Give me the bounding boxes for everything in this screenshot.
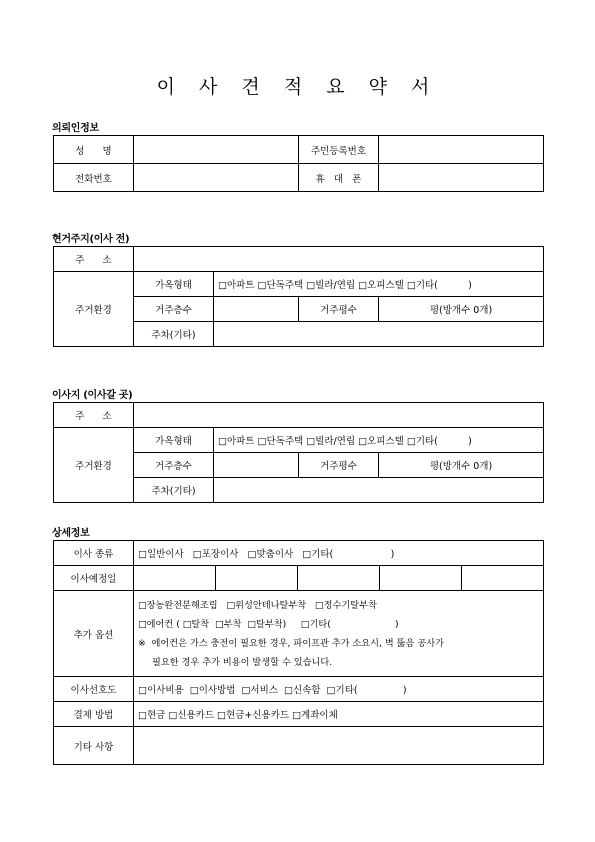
options-line-2[interactable]: □에어컨 ( □탈착 □부착 □탈부착) □기타( ) <box>138 618 399 630</box>
dest-parking-field[interactable] <box>214 478 544 503</box>
rrn-label: 주민등록번호 <box>299 136 379 164</box>
current-area-value[interactable]: 평(방개수 0개) <box>379 297 544 322</box>
destination-table <box>53 402 544 503</box>
options-label: 추가 옵션 <box>54 591 134 677</box>
options-note-2: 필요한 경우 추가 비용이 발생할 수 있습니다. <box>152 656 333 668</box>
phone-field[interactable] <box>134 164 299 192</box>
name-field[interactable] <box>134 136 299 164</box>
options-line-1[interactable]: □장농완전분해조립 □위성안테나탈부착 □정수기탈부착 <box>138 599 377 611</box>
current-floor-label: 거주층수 <box>134 297 214 322</box>
move-date-field-3[interactable] <box>298 566 380 591</box>
move-type-options[interactable]: □일반이사 □포장이사 □맞춤이사 □기타( ) <box>134 541 544 566</box>
mobile-label: 휴 대 폰 <box>299 164 379 192</box>
current-residence-table <box>53 246 544 347</box>
rrn-field[interactable] <box>379 136 544 164</box>
move-type-label: 이사 종류 <box>54 541 134 566</box>
current-housing-options[interactable]: □아파트 □단독주택 □빌라/연립 □오피스텔 □기타( ) <box>214 272 544 297</box>
section-heading-client: 의뢰인정보 <box>52 123 99 134</box>
current-parking-field[interactable] <box>214 322 544 347</box>
detail-info-table <box>53 540 544 765</box>
move-date-field-4[interactable] <box>380 566 462 591</box>
options-cell[interactable] <box>134 591 544 677</box>
move-date-label: 이사예정일 <box>54 566 134 591</box>
current-housing-type-label: 가옥형태 <box>134 272 214 297</box>
other-field[interactable] <box>134 727 544 765</box>
move-date-field-5[interactable] <box>462 566 544 591</box>
move-date-field-2[interactable] <box>216 566 298 591</box>
payment-label: 결제 방법 <box>54 702 134 727</box>
move-date-field-1[interactable] <box>134 566 216 591</box>
current-parking-label: 주차(기타) <box>134 322 214 347</box>
section-heading-current: 현거주지(이사 전) <box>52 234 130 245</box>
dest-floor-label: 거주층수 <box>134 453 214 478</box>
dest-address-label: 주 소 <box>54 403 134 428</box>
other-label: 기타 사항 <box>54 727 134 765</box>
current-residence-label: 주거환경 <box>54 272 134 347</box>
document-title: 이 사 견 적 요 약 서 <box>156 76 439 98</box>
current-area-label: 거주평수 <box>299 297 379 322</box>
name-label: 성 명 <box>54 136 134 164</box>
client-info-table <box>53 135 544 192</box>
dest-housing-type-label: 가옥형태 <box>134 428 214 453</box>
dest-area-value[interactable]: 평(방개수 0개) <box>379 453 544 478</box>
dest-floor-field[interactable] <box>214 453 299 478</box>
section-heading-destination: 이사지 (이사갈 곳) <box>52 390 133 401</box>
preference-options[interactable]: □이사비용 □이사방법 □서비스 □신속함 □기타( ) <box>134 677 544 702</box>
phone-label: 전화번호 <box>54 164 134 192</box>
dest-housing-options[interactable]: □아파트 □단독주택 □빌라/연립 □오피스텔 □기타( ) <box>214 428 544 453</box>
current-floor-field[interactable] <box>214 297 299 322</box>
payment-options[interactable]: □현금 □신용카드 □현금+신용카드 □계좌이체 <box>134 702 544 727</box>
dest-area-label: 거주평수 <box>299 453 379 478</box>
mobile-field[interactable] <box>379 164 544 192</box>
section-heading-detail: 상세정보 <box>52 528 90 539</box>
dest-residence-label: 주거환경 <box>54 428 134 503</box>
current-address-label: 주 소 <box>54 247 134 272</box>
preference-label: 이사선호도 <box>54 677 134 702</box>
dest-parking-label: 주차(기타) <box>134 478 214 503</box>
current-address-field[interactable] <box>134 247 544 272</box>
options-note-1: ※ 에어컨은 가스 충전이 필요한 경우, 파이프관 추가 소요시, 벽 뚫음 공사가 <box>138 637 444 649</box>
dest-address-field[interactable] <box>134 403 544 428</box>
